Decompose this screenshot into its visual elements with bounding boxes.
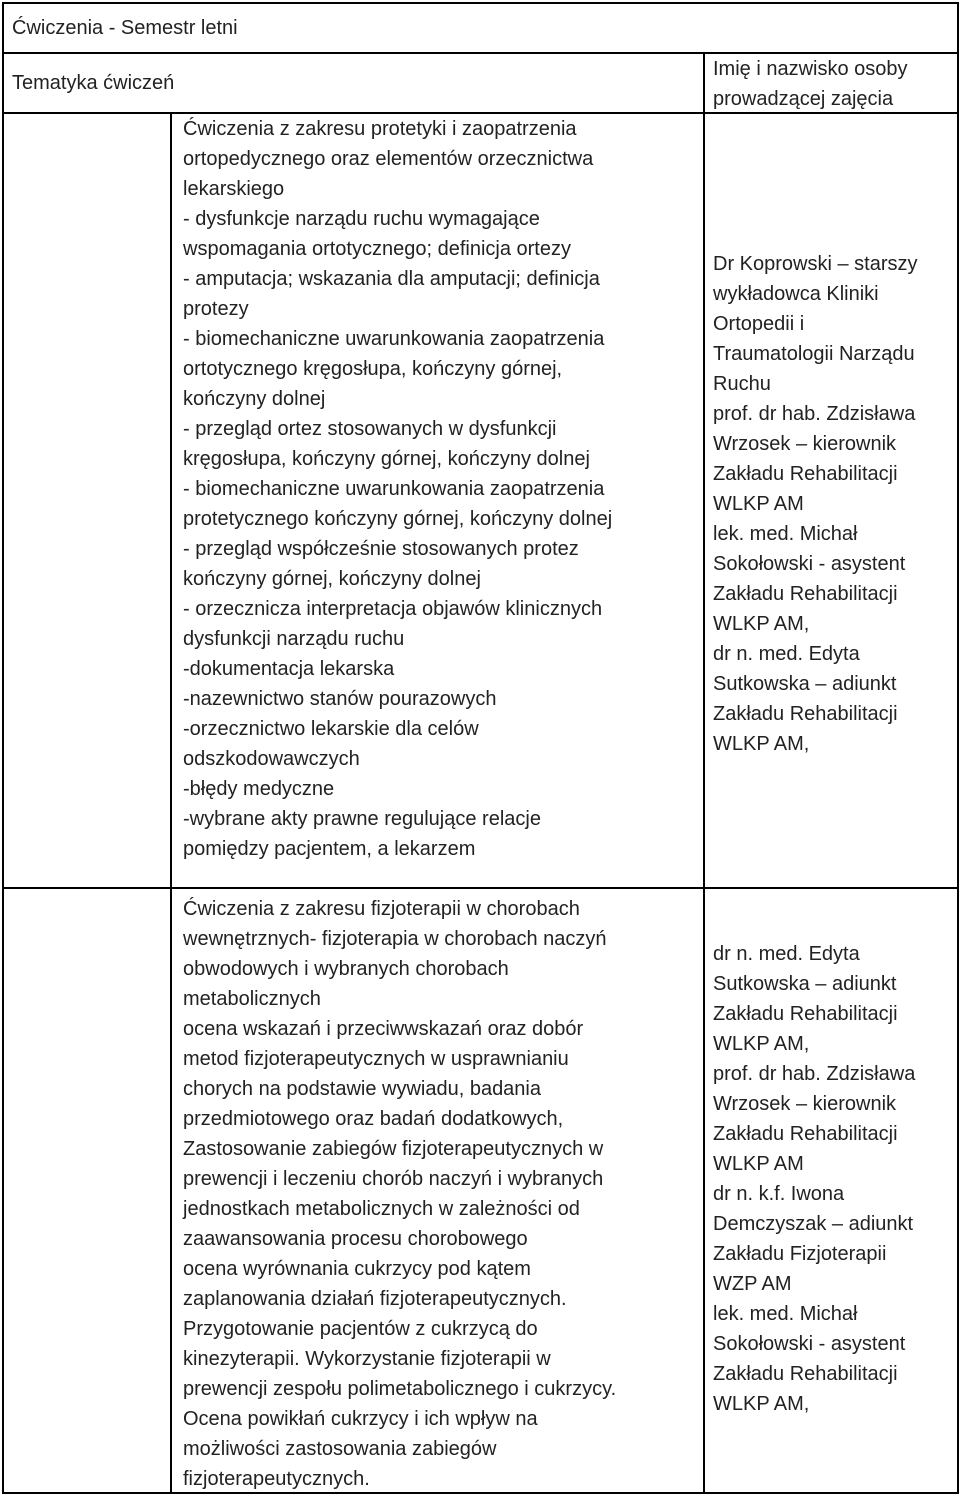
topic-line: kinezyterapii. Wykorzystanie fizjoterapii w <box>183 1348 551 1370</box>
topic-line: ortotycznego kręgosłupa, kończyny górnej, <box>183 358 563 380</box>
topic-line: - orzecznicza interpretacja objawów klinicznych <box>183 598 603 620</box>
topic-line: kręgosłupa, kończyny górnej, kończyny dolnej <box>183 448 590 470</box>
teacher-line: WLKP AM, <box>713 1393 810 1415</box>
teacher-line: WLKP AM, <box>713 733 810 755</box>
topic-line: pomiędzy pacjentem, a lekarzem <box>183 838 476 860</box>
topic-line: wspomagania ortotycznego; definicja ortezy <box>183 238 571 260</box>
topic-line: protetycznego kończyny górnej, kończyny dolnej <box>183 508 613 530</box>
column-divider <box>703 52 705 1494</box>
topic-line: kończyny górnej, kończyny dolnej <box>183 568 481 590</box>
topic-line: chorych na podstawie wywiadu, badania <box>183 1078 541 1100</box>
topic-line: Ocena powikłań cukrzycy i ich wpływ na <box>183 1408 538 1430</box>
topic-line: - przegląd ortez stosowanych w dysfunkcji <box>183 418 557 440</box>
topic-line: - biomechaniczne uwarunkowania zaopatrzenia <box>183 478 605 500</box>
teacher-line: Zakładu Rehabilitacji <box>713 1363 898 1385</box>
teacher-line: Zakładu Rehabilitacji <box>713 1123 898 1145</box>
teacher-line: Zakładu Rehabilitacji <box>713 703 898 725</box>
teacher-line: WLKP AM, <box>713 1033 810 1055</box>
teacher-line: Sutkowska – adiunkt <box>713 973 897 995</box>
topic-line: dysfunkcji narządu ruchu <box>183 628 405 650</box>
topic-line: - amputacja; wskazania dla amputacji; definicja <box>183 268 600 290</box>
teacher-line: dr n. k.f. Iwona <box>713 1183 845 1205</box>
topic-line: wewnętrznych- fizjoterapia w chorobach naczyń <box>183 928 607 950</box>
teacher-header-line: prowadzącej zajęcia <box>713 88 894 110</box>
topic-line: prewencji zespołu polimetabolicznego i cukrzycy. <box>183 1378 617 1400</box>
teacher-line: Demczyszak – adiunkt <box>713 1213 914 1235</box>
teacher-column-header <box>713 54 908 114</box>
topic-line: obwodowych i wybranych chorobach <box>183 958 509 980</box>
teacher-line: Zakładu Rehabilitacji <box>713 1003 898 1025</box>
teacher-line: Zakładu Rehabilitacji <box>713 463 898 485</box>
teacher-line: Dr Koprowski – starszy <box>713 253 918 275</box>
topic-line: przedmiotowego oraz badań dodatkowych, <box>183 1108 564 1130</box>
teacher-line: Sokołowski - asystent <box>713 553 906 575</box>
topic-line: odszkodowawczych <box>183 748 360 770</box>
topic-line: Zastosowanie zabiegów fizjoterapeutycznych w <box>183 1138 604 1160</box>
teacher-line: Wrzosek – kierownik <box>713 1093 897 1115</box>
teacher-line: Sutkowska – adiunkt <box>713 673 897 695</box>
topic-line: - przegląd współcześnie stosowanych protez <box>183 538 579 560</box>
topic-line: metabolicznych <box>183 988 321 1010</box>
topic-line: Ćwiczenia z zakresu fizjoterapii w chorobach <box>183 898 580 920</box>
topic-line: możliwości zastosowania zabiegów <box>183 1438 497 1460</box>
teacher-line: dr n. med. Edyta <box>713 643 860 665</box>
teacher-line: Wrzosek – kierownik <box>713 433 897 455</box>
topic-line: -dokumentacja lekarska <box>183 658 395 680</box>
teacher-line: Ortopedii i <box>713 313 805 335</box>
teacher-line: wykładowca Kliniki <box>713 283 879 305</box>
topic-column-header: Tematyka ćwiczeń <box>12 72 175 94</box>
topic-line: kończyny dolnej <box>183 388 326 410</box>
topic-line: -wybrane akty prawne regulujące relacje <box>183 808 541 830</box>
teacher-line: WLKP AM <box>713 493 804 515</box>
row-divider <box>2 887 959 889</box>
topic-line: - dysfunkcje narządu ruchu wymagające <box>183 208 540 230</box>
teacher-cell-physiotherapy <box>713 939 915 1419</box>
teacher-line: Zakładu Rehabilitacji <box>713 583 898 605</box>
teacher-line: lek. med. Michał <box>713 1303 858 1325</box>
topic-cell-prosthetics <box>183 114 612 864</box>
topic-line: ocena wskazań i przeciwwskazań oraz dobór <box>183 1018 584 1040</box>
topic-line: lekarskiego <box>183 178 285 200</box>
topic-line: zaawansowania procesu chorobowego <box>183 1228 528 1250</box>
topic-line: fizjoterapeutycznych. <box>183 1468 370 1490</box>
teacher-line: lek. med. Michał <box>713 523 858 545</box>
topic-line: Ćwiczenia z zakresu protetyki i zaopatrzenia <box>183 118 577 140</box>
teacher-line: Ruchu <box>713 373 771 395</box>
teacher-line: dr n. med. Edyta <box>713 943 860 965</box>
topic-line: metod fizjoterapeutycznych w usprawnianiu <box>183 1048 569 1070</box>
gutter-divider <box>170 112 172 1494</box>
teacher-header-line: Imię i nazwisko osoby <box>713 58 908 80</box>
topic-line: jednostkach metabolicznych w zależności od <box>183 1198 580 1220</box>
teacher-line: Sokołowski - asystent <box>713 1333 906 1355</box>
teacher-cell-prosthetics <box>713 249 918 759</box>
topic-line: - biomechaniczne uwarunkowania zaopatrzenia <box>183 328 605 350</box>
teacher-line: prof. dr hab. Zdzisława <box>713 403 916 425</box>
topic-line: -orzecznictwo lekarskie dla celów <box>183 718 479 740</box>
teacher-line: prof. dr hab. Zdzisława <box>713 1063 916 1085</box>
topic-line: zaplanowania działań fizjoterapeutycznych. <box>183 1288 567 1310</box>
topic-line: -nazewnictwo stanów pourazowych <box>183 688 497 710</box>
teacher-line: WLKP AM, <box>713 613 810 635</box>
teacher-line: WLKP AM <box>713 1153 804 1175</box>
topic-line: -błędy medyczne <box>183 778 335 800</box>
topic-cell-physiotherapy <box>183 894 616 1494</box>
topic-line: prewencji i leczeniu chorób naczyń i wybranych <box>183 1168 604 1190</box>
topic-line: Przygotowanie pacjentów z cukrzycą do <box>183 1318 538 1340</box>
teacher-line: WZP AM <box>713 1273 792 1295</box>
teacher-line: Traumatologii Narządu <box>713 343 915 365</box>
semester-title: Ćwiczenia - Semestr letni <box>12 17 238 39</box>
topic-line: protezy <box>183 298 249 320</box>
teacher-line: Zakładu Fizjoterapii <box>713 1243 887 1265</box>
topic-line: ocena wyrównania cukrzycy pod kątem <box>183 1258 531 1280</box>
topic-line: ortopedycznego oraz elementów orzecznictwa <box>183 148 594 170</box>
